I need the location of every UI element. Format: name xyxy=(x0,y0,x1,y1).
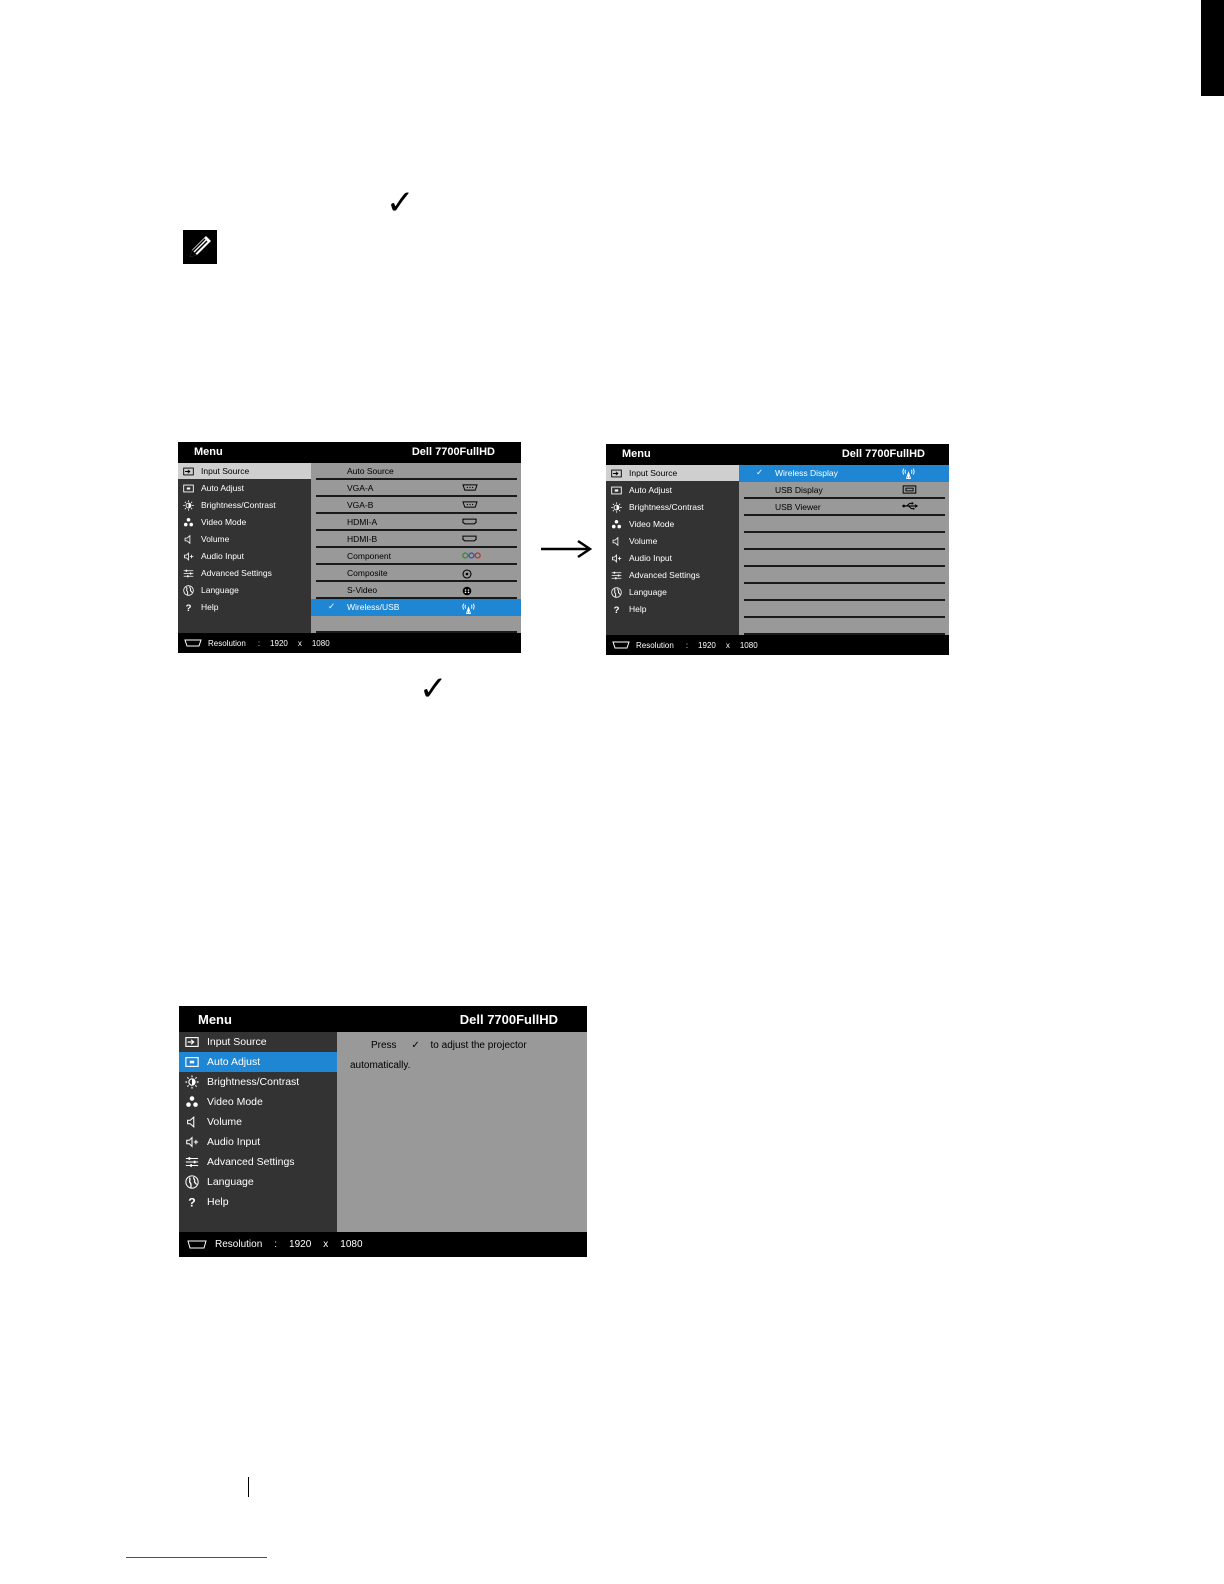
sidebar-item-label: Video Mode xyxy=(207,1096,263,1108)
sidebar-item-label: Help xyxy=(201,602,219,612)
vga-icon xyxy=(462,501,478,508)
menu-row-s-video[interactable] xyxy=(316,582,517,599)
osd-title: Menu xyxy=(194,446,223,458)
check-icon: ✓ xyxy=(386,183,415,223)
auto-adjust-icon xyxy=(183,1055,201,1069)
menu-row-usb-display[interactable] xyxy=(744,482,945,499)
input-source-icon xyxy=(183,1035,201,1049)
check-icon: ✓ xyxy=(411,1040,420,1051)
check-icon: ✓ xyxy=(328,602,336,612)
sidebar-item-advanced-settings[interactable] xyxy=(179,1152,337,1172)
vga-port-icon xyxy=(187,1240,207,1249)
footer-height: 1080 xyxy=(739,640,758,650)
advanced-settings-icon xyxy=(609,570,623,581)
usb-display-icon xyxy=(902,485,917,494)
brightness-icon xyxy=(609,502,623,513)
sidebar-item-language[interactable] xyxy=(178,582,311,598)
menu-row-hdmi-a[interactable] xyxy=(316,514,517,531)
osd-sidebar xyxy=(178,463,311,633)
osd-header xyxy=(178,442,521,463)
footer-resolution-label: Resolution xyxy=(215,1239,263,1250)
menu-row-auto-source[interactable] xyxy=(316,463,517,480)
sidebar-item-label: Volume xyxy=(207,1116,243,1128)
menu-row-label: HDMI-B xyxy=(347,534,378,544)
sidebar-item-advanced-settings[interactable] xyxy=(606,567,739,583)
check-icon: ✓ xyxy=(419,669,448,709)
auto-adjust-icon xyxy=(181,483,195,494)
sidebar-item-audio-input[interactable] xyxy=(179,1132,337,1152)
footer-height: 1080 xyxy=(340,1239,363,1250)
footer-x: x xyxy=(323,1239,329,1250)
sidebar-item-audio-input[interactable] xyxy=(178,548,311,564)
sidebar-item-label: Brightness/Contrast xyxy=(629,502,704,512)
osd-header xyxy=(179,1006,587,1032)
footer-width: 1920 xyxy=(270,638,288,648)
sidebar-item-brightness-contrast[interactable] xyxy=(179,1072,337,1092)
sidebar-item-label: Advanced Settings xyxy=(201,568,272,578)
sidebar-item-label: Help xyxy=(207,1196,229,1208)
sidebar-item-label: Language xyxy=(629,587,667,597)
auto-adjust-icon xyxy=(609,485,623,496)
menu-row-empty xyxy=(744,516,945,533)
sidebar-item-video-mode[interactable] xyxy=(179,1092,337,1112)
sidebar-item-volume[interactable] xyxy=(179,1112,337,1132)
component-icon xyxy=(462,552,481,559)
sidebar-item-label: Volume xyxy=(629,536,658,546)
footer-resolution-label: Resolution xyxy=(636,640,674,650)
sidebar-item-video-mode[interactable] xyxy=(178,514,311,530)
menu-row-label: USB Viewer xyxy=(775,502,821,512)
menu-row-label: HDMI-A xyxy=(347,517,378,527)
sidebar-item-advanced-settings[interactable] xyxy=(178,565,311,581)
menu-row-label: USB Display xyxy=(775,485,823,495)
advanced-settings-icon xyxy=(181,568,195,579)
language-icon xyxy=(609,587,623,598)
svg-text:?: ? xyxy=(188,1195,196,1209)
hdmi-icon xyxy=(462,535,477,542)
menu-row-label: Auto Source xyxy=(347,466,394,476)
sidebar-item-label: Audio Input xyxy=(629,553,673,563)
volume-icon xyxy=(181,534,195,545)
sidebar-item-input-source[interactable] xyxy=(606,465,739,481)
osd-model: Dell 7700FullHD xyxy=(459,1012,558,1027)
sidebar-item-volume[interactable] xyxy=(178,531,311,547)
menu-row-vga-b[interactable] xyxy=(316,497,517,514)
menu-row-wireless-usb[interactable] xyxy=(311,599,521,616)
osd-model: Dell 7700FullHD xyxy=(841,448,925,460)
sidebar-item-label: Auto Adjust xyxy=(629,485,673,495)
audio-input-icon xyxy=(181,551,195,562)
instruction-rest: to adjust the projector xyxy=(430,1040,527,1051)
input-source-icon xyxy=(181,466,195,477)
svg-text:?: ? xyxy=(185,602,191,613)
svg-text:?: ? xyxy=(613,604,619,615)
brightness-icon xyxy=(181,500,195,511)
menu-row-label: VGA-A xyxy=(347,483,374,493)
sidebar-item-label: Auto Adjust xyxy=(207,1056,261,1068)
osd-wireless-usb-panel xyxy=(606,444,949,655)
menu-row-usb-viewer[interactable] xyxy=(744,499,945,516)
help-icon xyxy=(183,1195,201,1209)
sidebar-item-label: Help xyxy=(629,604,647,614)
menu-row-vga-a[interactable] xyxy=(316,480,517,497)
sidebar-item-language[interactable] xyxy=(179,1172,337,1192)
sidebar-item-brightness-contrast[interactable] xyxy=(606,499,739,515)
help-icon xyxy=(609,604,623,615)
sidebar-item-label: Input Source xyxy=(201,466,250,476)
wireless-icon xyxy=(902,468,915,479)
menu-row-label: Wireless Display xyxy=(775,468,838,478)
sidebar-item-video-mode[interactable] xyxy=(606,516,739,532)
sidebar-item-auto-adjust[interactable] xyxy=(178,480,311,496)
footer-width: 1920 xyxy=(698,640,716,650)
osd-footer xyxy=(178,633,521,653)
menu-row-empty xyxy=(744,567,945,584)
osd-sidebar xyxy=(179,1032,337,1232)
sidebar-item-label: Input Source xyxy=(207,1036,267,1048)
vga-port-icon xyxy=(612,641,630,649)
menu-row-empty xyxy=(744,618,945,635)
sidebar-item-brightness-contrast[interactable] xyxy=(178,497,311,513)
check-icon: ✓ xyxy=(756,468,764,478)
sidebar-item-help[interactable] xyxy=(179,1192,337,1212)
page-number-rule xyxy=(248,1477,249,1497)
sidebar-item-input-source[interactable] xyxy=(178,463,311,479)
osd-header xyxy=(606,444,949,465)
vga-icon xyxy=(462,484,478,491)
osd-title: Menu xyxy=(622,448,651,460)
footer-resolution-label: Resolution xyxy=(208,638,246,648)
footer-x: x xyxy=(297,638,302,648)
footer-height: 1080 xyxy=(311,638,330,648)
sidebar-item-label: Video Mode xyxy=(629,519,675,529)
osd-footer xyxy=(606,635,949,655)
footer-x: x xyxy=(725,640,730,650)
composite-icon xyxy=(462,569,472,579)
menu-row-empty xyxy=(744,550,945,567)
hdmi-icon xyxy=(462,518,477,525)
sidebar-item-label: Volume xyxy=(201,534,230,544)
vga-port-icon xyxy=(184,639,202,647)
brightness-icon xyxy=(183,1075,201,1089)
sidebar-item-label: Audio Input xyxy=(201,551,245,561)
menu-row-empty xyxy=(744,584,945,601)
sidebar-item-label: Input Source xyxy=(629,468,678,478)
sidebar-item-help[interactable] xyxy=(606,601,739,617)
volume-icon xyxy=(183,1115,201,1129)
audio-input-icon xyxy=(609,553,623,564)
sidebar-item-label: Brightness/Contrast xyxy=(201,500,276,510)
volume-icon xyxy=(609,536,623,547)
menu-row-wireless-display[interactable] xyxy=(739,465,949,482)
advanced-settings-icon xyxy=(183,1155,201,1169)
help-icon xyxy=(181,602,195,613)
sidebar-item-label: Language xyxy=(207,1176,254,1188)
wireless-icon xyxy=(462,603,475,614)
instruction-line2: automatically. xyxy=(350,1060,411,1071)
footer-link-rule xyxy=(126,1557,267,1558)
video-mode-icon xyxy=(609,519,623,530)
sidebar-item-label: Audio Input xyxy=(207,1136,261,1148)
footer-sep: : xyxy=(274,1239,278,1250)
language-icon xyxy=(181,585,195,596)
auto-adjust-instruction xyxy=(371,1040,527,1051)
osd-content xyxy=(311,463,521,633)
note-icon xyxy=(183,230,217,264)
menu-row-label: S-Video xyxy=(347,585,378,595)
menu-row-composite[interactable] xyxy=(316,565,517,582)
footer-sep: : xyxy=(685,640,689,650)
osd-auto-adjust-panel xyxy=(179,1006,587,1257)
sidebar-item-auto-adjust[interactable] xyxy=(179,1052,337,1072)
menu-row-label: VGA-B xyxy=(347,500,374,510)
footer-width: 1920 xyxy=(289,1239,312,1250)
menu-row-label: Wireless/USB xyxy=(347,602,400,612)
sidebar-item-volume[interactable] xyxy=(606,533,739,549)
sidebar-item-label: Language xyxy=(201,585,239,595)
page-edge-tab xyxy=(1201,0,1224,96)
video-mode-icon xyxy=(183,1095,201,1109)
menu-row-empty xyxy=(744,601,945,618)
osd-input-source-panel xyxy=(178,442,521,653)
menu-row-label: Composite xyxy=(347,568,388,578)
sidebar-item-label: Video Mode xyxy=(201,517,247,527)
sidebar-item-audio-input[interactable] xyxy=(606,550,739,566)
language-icon xyxy=(183,1175,201,1189)
sidebar-item-help[interactable] xyxy=(178,599,311,615)
sidebar-item-auto-adjust[interactable] xyxy=(606,482,739,498)
sidebar-item-label: Auto Adjust xyxy=(201,483,245,493)
svideo-icon xyxy=(462,586,472,596)
osd-content xyxy=(337,1032,587,1232)
video-mode-icon xyxy=(181,517,195,528)
arrow-right-icon xyxy=(540,538,592,560)
menu-row-empty xyxy=(744,533,945,550)
menu-row-empty xyxy=(316,616,517,633)
sidebar-item-label: Advanced Settings xyxy=(207,1156,295,1168)
usb-icon xyxy=(902,502,919,510)
osd-model: Dell 7700FullHD xyxy=(411,446,495,458)
osd-sidebar xyxy=(606,465,739,635)
audio-input-icon xyxy=(183,1135,201,1149)
menu-row-hdmi-b[interactable] xyxy=(316,531,517,548)
menu-row-label: Component xyxy=(347,551,391,561)
sidebar-item-language[interactable] xyxy=(606,584,739,600)
footer-sep: : xyxy=(257,638,261,648)
sidebar-item-label: Advanced Settings xyxy=(629,570,700,580)
osd-content xyxy=(739,465,949,635)
input-source-icon xyxy=(609,468,623,479)
osd-title: Menu xyxy=(198,1012,232,1027)
sidebar-item-input-source[interactable] xyxy=(179,1032,337,1052)
menu-row-component[interactable] xyxy=(316,548,517,565)
osd-footer xyxy=(179,1232,587,1257)
sidebar-item-label: Brightness/Contrast xyxy=(207,1076,300,1088)
press-text: Press xyxy=(371,1040,397,1051)
